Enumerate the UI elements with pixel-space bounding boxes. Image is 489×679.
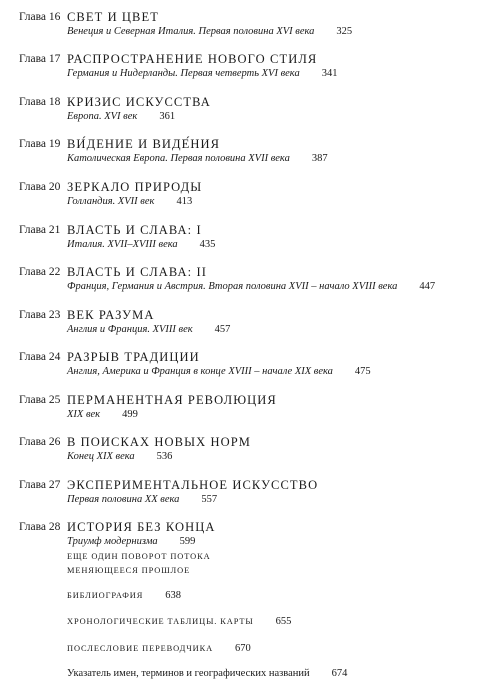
chapter-subtitle bbox=[67, 451, 172, 462]
index-title: Указатель имен, терминов и географических названий bbox=[67, 668, 310, 679]
chapter-subtitle bbox=[67, 196, 192, 207]
chapter-subtitle-text: Первая половина XX века bbox=[67, 494, 180, 505]
chapter-title[interactable]: КРИЗИС ИСКУССТВА bbox=[67, 95, 211, 109]
chapter-label: Глава 19 bbox=[19, 138, 61, 150]
chapter-subtitle bbox=[67, 281, 435, 292]
chapter-title[interactable]: ВЕК РАЗУМА bbox=[67, 308, 155, 322]
chapter-subtitle-text: Франция, Германия и Австрия. Вторая половина XVII – начало XVIII века bbox=[67, 281, 398, 292]
chapter-label: Глава 17 bbox=[19, 53, 61, 65]
chapter-label: Глава 27 bbox=[19, 479, 61, 491]
back-matter-entry[interactable] bbox=[67, 590, 181, 601]
chapter-subtitle bbox=[67, 536, 195, 547]
page-number: 599 bbox=[179, 536, 196, 547]
chapter-subtitle bbox=[67, 68, 337, 79]
back-matter-title: БИБЛИОГРАФИЯ bbox=[67, 591, 144, 600]
page-number: 413 bbox=[176, 196, 193, 207]
chapter-label: Глава 25 bbox=[19, 394, 61, 406]
chapter-title[interactable]: В ПОИСКАХ НОВЫХ НОРМ bbox=[67, 435, 251, 449]
chapter-subtitle-text: Конец XIX века bbox=[67, 451, 135, 462]
chapter-title[interactable]: РАСПРОСТРАНЕНИЕ НОВОГО СТИЛЯ bbox=[67, 52, 318, 66]
back-matter-entry[interactable] bbox=[67, 616, 291, 627]
chapter-title[interactable]: ЗЕРКАЛО ПРИРОДЫ bbox=[67, 180, 203, 194]
chapter-subtitle-text: Венеция и Северная Италия. Первая половина XVI века bbox=[67, 26, 315, 37]
chapter-subtitle-text: Англия и Франция. XVIII век bbox=[67, 324, 193, 335]
chapter-subtitle-text: Европа. XVI век bbox=[67, 111, 138, 122]
page-number: 361 bbox=[159, 111, 176, 122]
chapter-subtitle-text: XIX век bbox=[67, 409, 101, 420]
chapter-subtitle-text: Англия, Америка и Франция в конце XVIII – начале XIX века bbox=[67, 366, 333, 377]
chapter-title[interactable]: СВЕТ И ЦВЕТ bbox=[67, 10, 159, 24]
page-number: 655 bbox=[275, 616, 292, 627]
chapter-title[interactable]: ПЕРМАНЕНТНАЯ РЕВОЛЮЦИЯ bbox=[67, 393, 277, 407]
section-title[interactable]: ЕЩЕ ОДИН ПОВОРОТ ПОТОКА bbox=[67, 552, 211, 561]
back-matter-title: ХРОНОЛОГИЧЕСКИЕ ТАБЛИЦЫ. КАРТЫ bbox=[67, 617, 254, 626]
page-number: 457 bbox=[214, 324, 231, 335]
chapter-label: Глава 16 bbox=[19, 11, 61, 23]
chapter-title[interactable]: ЭКСПЕРИМЕНТАЛЬНОЕ ИСКУССТВО bbox=[67, 478, 319, 492]
chapter-label: Глава 22 bbox=[19, 266, 61, 278]
chapter-subtitle-text: Германия и Нидерланды. Первая четверть XVI века bbox=[67, 68, 300, 79]
index-entry[interactable] bbox=[67, 668, 347, 679]
chapter-label: Глава 21 bbox=[19, 224, 61, 236]
page-number: 325 bbox=[336, 26, 353, 37]
chapter-subtitle bbox=[67, 26, 352, 37]
chapter-label: Глава 24 bbox=[19, 351, 61, 363]
chapter-label: Глава 28 bbox=[19, 521, 61, 533]
section-title[interactable]: МЕНЯЮЩЕЕСЯ ПРОШЛОЕ bbox=[67, 566, 191, 575]
chapter-label: Глава 18 bbox=[19, 96, 61, 108]
chapter-subtitle-text: Триумф модернизма bbox=[67, 536, 158, 547]
page-number: 557 bbox=[201, 494, 218, 505]
chapter-subtitle bbox=[67, 409, 138, 420]
page-number: 674 bbox=[331, 668, 348, 679]
chapter-label: Глава 23 bbox=[19, 309, 61, 321]
chapter-subtitle bbox=[67, 324, 230, 335]
chapter-subtitle-text: Италия. XVII–XVIII века bbox=[67, 239, 178, 250]
chapter-subtitle bbox=[67, 111, 175, 122]
page-number: 447 bbox=[419, 281, 436, 292]
page-number: 638 bbox=[165, 590, 181, 601]
page-number: 536 bbox=[156, 451, 173, 462]
page-number: 499 bbox=[122, 409, 138, 420]
chapter-title[interactable]: ВИ́ДЕНИЕ И ВИДЕ́НИЯ bbox=[67, 137, 221, 151]
page-number: 387 bbox=[311, 153, 328, 164]
page-number: 670 bbox=[235, 643, 251, 654]
back-matter-entry[interactable] bbox=[67, 643, 251, 654]
chapter-subtitle bbox=[67, 153, 328, 164]
chapter-subtitle-text: Голландия. XVII век bbox=[67, 196, 155, 207]
chapter-title[interactable]: РАЗРЫВ ТРАДИЦИИ bbox=[67, 350, 200, 364]
page-number: 435 bbox=[199, 239, 216, 250]
page-number: 341 bbox=[321, 68, 338, 79]
chapter-label: Глава 20 bbox=[19, 181, 61, 193]
chapter-title[interactable]: ВЛАСТЬ И СЛАВА: II bbox=[67, 265, 208, 279]
chapter-label: Глава 26 bbox=[19, 436, 61, 448]
back-matter-title: ПОСЛЕСЛОВИЕ ПЕРЕВОДЧИКА bbox=[67, 644, 214, 653]
chapter-subtitle bbox=[67, 366, 371, 377]
chapter-subtitle bbox=[67, 239, 215, 250]
page-number: 475 bbox=[354, 366, 371, 377]
chapter-title[interactable]: ИСТОРИЯ БЕЗ КОНЦА bbox=[67, 520, 216, 534]
chapter-title[interactable]: ВЛАСТЬ И СЛАВА: I bbox=[67, 223, 202, 237]
chapter-subtitle bbox=[67, 494, 217, 505]
chapter-subtitle-text: Католическая Европа. Первая половина XVII века bbox=[67, 153, 290, 164]
